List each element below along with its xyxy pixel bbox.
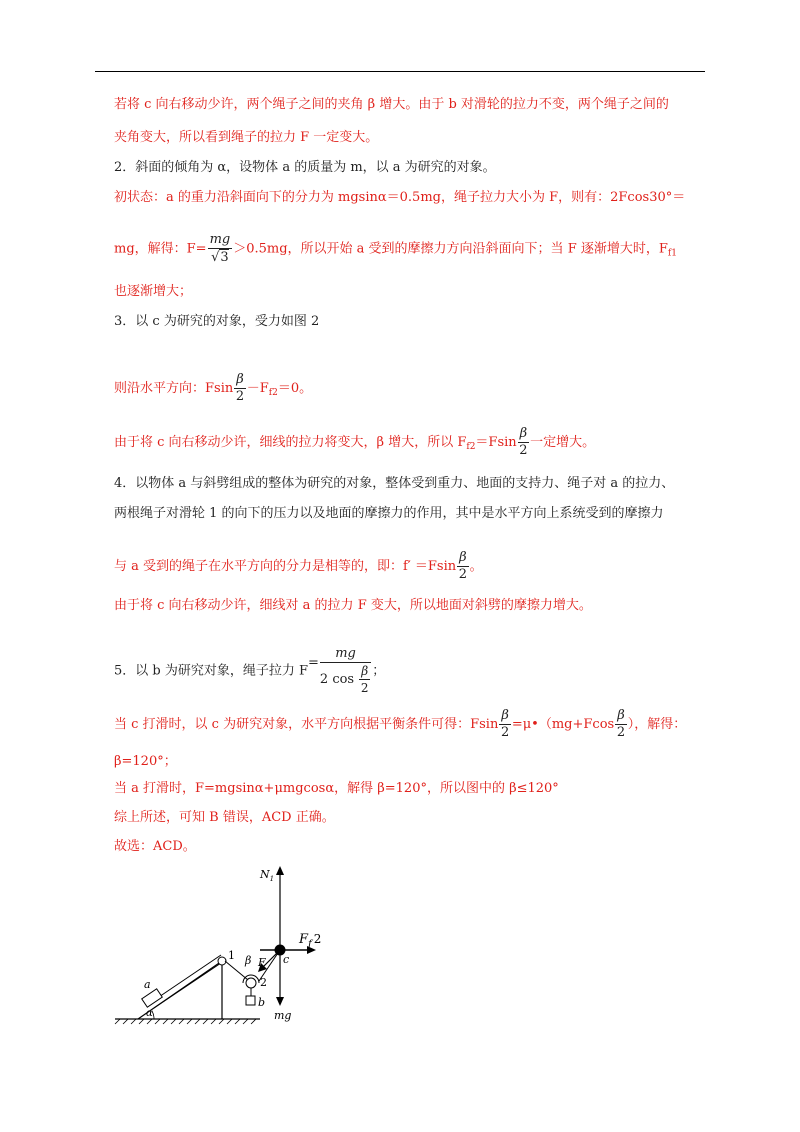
text-line-5-start: mg，解得：F= — [114, 241, 207, 257]
fraction-beta-over-2-d: $\frac{\beta}{2}$ — [500, 708, 510, 740]
fraction-mg-over-2cos: mg 2 cos $\frac{\beta}{2}$ — [320, 646, 371, 696]
text-line-5 — [114, 232, 677, 266]
text-line-6: 也逐渐增大； — [114, 284, 193, 299]
text-line-3: 2．斜面的倾角为 α，设物体 a 的质量为 m，以 a 为研究的对象。 — [114, 160, 496, 175]
text-line-18: 综上所述，可知 B 错误，ACD 正确。 — [114, 810, 335, 825]
fraction-beta-over-2-a: $\frac{\beta}{2}$ — [235, 372, 245, 404]
ground-hatch — [115, 1019, 256, 1024]
text-line-2: 夹角变大，所以看到绳子的拉力 F 一定变大。 — [114, 130, 379, 145]
incline-surface — [150, 955, 224, 1008]
sqrt-3: 3 — [220, 250, 229, 265]
text-line-8-start: 则沿水平方向：Fsin — [114, 381, 234, 396]
text-line-4: 初状态：a 的重力沿斜面向下的分力为 mgsinα＝0.5mg，绳子拉力大小为 F，则有：2Fcos30°＝ — [114, 190, 686, 205]
label-b: b — [258, 996, 266, 1009]
fraction-beta-over-2-c: $\frac{\beta}{2}$ — [458, 550, 468, 582]
text-line-13: 由于将 c 向右移动少许，细线对 a 的拉力 F 变大，所以地面对斜劈的摩擦力增大。 — [114, 598, 592, 613]
label-N1: $N_1$ — [260, 868, 275, 883]
fraction-mg-over-sqrt3 — [208, 232, 233, 266]
label-alpha: α — [146, 1008, 153, 1019]
fraction-beta-over-2-e: $\frac{\beta}{2}$ — [616, 708, 626, 740]
text-line-8: 则沿水平方向：Fsin $\frac{\beta}{2}$ $-F_{f2}=0$。 — [114, 372, 313, 404]
text-line-1: 若将 c 向右移动少许，两个绳子之间的夹角 β 增大。由于 b 对滑轮的拉力不变，两个绳子之间的 — [114, 97, 669, 112]
label-F: F — [258, 956, 266, 969]
frac-num-mg: mg — [209, 232, 231, 247]
text-line-11: 两根绳子对滑轮 1 的向下的压力以及地面的摩擦力的作用，其中是水平方向上系统受到的摩擦力 — [114, 506, 664, 521]
arrowhead-N1 — [276, 866, 284, 875]
header-rule — [95, 71, 705, 72]
pulley-2 — [246, 978, 256, 988]
label-1: 1 — [228, 949, 235, 962]
label-mg: mg — [274, 1009, 292, 1022]
text-line-12: 与 a 受到的绳子在水平方向的分力是相等的，即：f′ ＝Fsin $\frac{\beta}{2}$ 。 — [114, 550, 483, 582]
text-line-5-end: ＞0.5mg，所以开始 a 受到的摩擦力方向沿斜面向下；当 F 逐渐增大时，F — [233, 241, 668, 257]
text-line-14: 5．以 b 为研究对象，绳子拉力 F= mg 2 cos $\frac{\beta}{2}$ ； — [114, 646, 386, 695]
label-c: c — [283, 953, 290, 966]
fraction-beta-over-2-b: $\frac{\beta}{2}$ — [519, 426, 528, 458]
text-line-7: 3．以 c 为研究的对象，受力如图 2 — [114, 314, 320, 329]
text-line-10: 4．以物体 a 与斜劈组成的整体为研究的对象，整体受到重力、地面的支持力、绳子对 a 的拉力、 — [114, 476, 675, 491]
pulley-1 — [218, 957, 226, 965]
text-line-19: 故选：ACD。 — [114, 839, 196, 854]
text-line-16: β=120°； — [114, 754, 177, 769]
text-line-17: 当 a 打滑时，F=mgsinα+μmgcosα，解得 β=120°，所以图中的 β≤120° — [114, 781, 559, 796]
block-b — [246, 996, 255, 1005]
label-a: a — [144, 978, 151, 991]
text-line-15: 当 c 打滑时，以 c 为研究对象，水平方向根据平衡条件可得：Fsin $\frac{\beta}{2}$ =μ•（mg+Fcos $\frac{\beta}{2}$ ），解得： — [114, 708, 687, 740]
sqrt-symbol: √ — [211, 250, 220, 265]
label-beta: β — [245, 954, 252, 967]
label-Ff2: $F_f$ 2 — [299, 932, 322, 950]
arrowhead-mg — [276, 997, 284, 1006]
label-2: 2 — [260, 976, 267, 989]
sub-f1: f1 — [667, 248, 677, 259]
text-line-9: 由于将 c 向右移动少许，细线的拉力将变大，β 增大，所以 $F_{f2}=Fsin$ $\frac{\beta}{2}$ 一定增大。 — [114, 426, 596, 458]
force-diagram — [110, 860, 340, 1030]
